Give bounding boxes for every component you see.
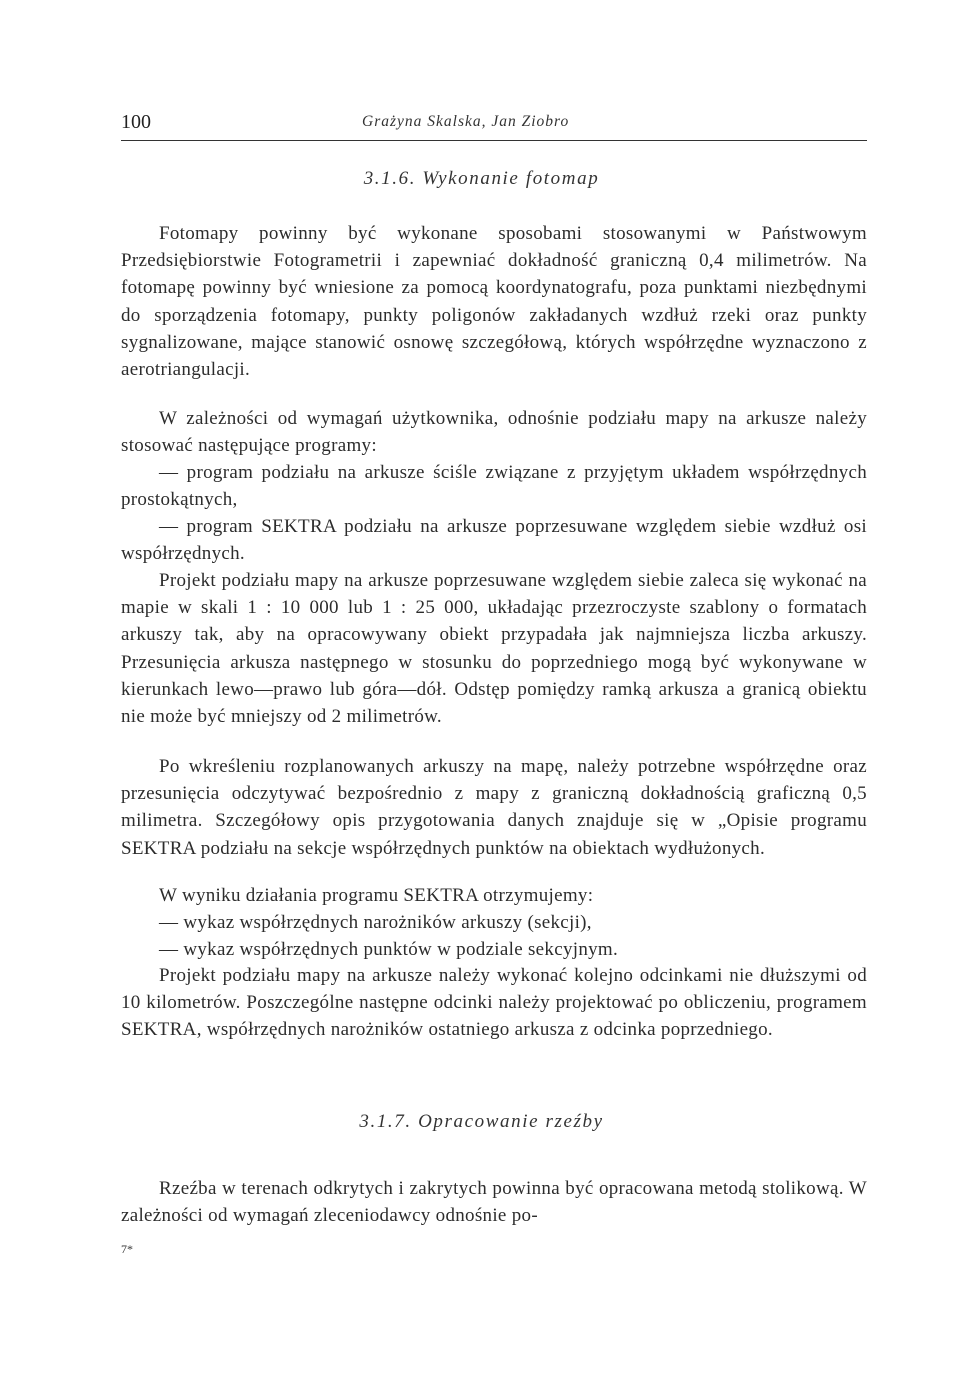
list-item-program-1: — program podziału na arkusze ściśle związane z przyjętym układem współrzędnych prostokątnych, xyxy=(121,462,867,511)
section-heading-3-1-6: 3.1.6. Wykonanie fotomap xyxy=(363,168,600,189)
paragraph-zaleznosci: W zależności od wymagań użytkownika, odnośnie podziału mapy na arkusze należy stosować następujące programy: xyxy=(121,408,867,457)
list-item-wykaz-narożników: — wykaz współrzędnych narożników arkuszy (sekcji), xyxy=(159,912,592,933)
paragraph-po-wkresleniu: Po wkreśleniu rozplanowanych arkuszy na mapę, należy potrzebne współrzędne oraz przesunięcia odczytywać bezpośrednio z mapy z graniczną dokładnością graficzną 0,5 milimetra. Szczegółowy opis przygotowania danych znajduje się w „Opisie programu SEKTRA podziału na sekcje współrzędnych punktów na obiektach wydłużonych. xyxy=(121,756,867,859)
list-item-wykaz-punktow: — wykaz współrzędnych punktów w podziale sekcyjnym. xyxy=(159,939,619,960)
list-item-program-sektra: — program SEKTRA podziału na arkusze poprzesuwane względem siebie wzdłuż osi współrzędnych. xyxy=(121,516,867,565)
paragraph-projekt-podzialu: Projekt podziału mapy na arkusze poprzesuwane względem siebie zaleca się wykonać na mapie w skali 1 : 10 000 lub 1 : 25 000, układając przezroczyste szablony o formatach arkuszy tak, aby na opracowywany obiekt przypadała jak najmniejsza liczba arkuszy. Przesunięcia arkusza następnego w stosunku do poprzedniego mogą być wykonywane w kierunkach lewo—prawo lub góra—dół. Odstęp pomiędzy ramką arkusza a granicą obiektu nie może być mniejszy od 2 milimetrów. xyxy=(121,570,867,728)
page-header xyxy=(121,111,867,141)
paragraph-fotomapy: Fotomapy powinny być wykonane sposobami stosowanymi w Państwowym Przedsiębiorstwie Fotogrametrii i zapewniać dokładność graniczną 0,4 milimetrów. Na fotomapę powinny być wniesione za pomocą koordynatografu, poza punktami niezbędnymi do sporządzenia fotomapy, punkty poligonów zakładanych wzdłuż rzeki oraz punkty sygnalizowane, mające stanowić osnowę szczegółową, których współrzędne wyznaczono z aerotriangulacji. xyxy=(121,223,867,381)
signature-mark: 7* xyxy=(121,1242,133,1256)
running-head: Grażyna Skalska, Jan Ziobro xyxy=(362,113,570,130)
section-heading-3-1-7: 3.1.7. Opracowanie rzeźby xyxy=(359,1111,604,1132)
paragraph-w-wyniku: W wyniku działania programu SEKTRA otrzymujemy: xyxy=(159,885,594,906)
header-rule xyxy=(121,140,867,141)
paragraph-rzezba: Rzeźba w terenach odkrytych i zakrytych powinna być opracowana metodą stolikową. W zależności od wymagań zleceniodawcy odnośnie po- xyxy=(121,1178,867,1227)
paragraph-projekt-odcinkami: Projekt podziału mapy na arkusze należy wykonać kolejno odcinkami nie dłuższymi od 10 kilometrów. Poszczególne następne odcinki należy projektować po obliczeniu, programem SEKTRA, współrzędnych narożników ostatniego arkusza z odcinka poprzedniego. xyxy=(121,965,867,1041)
page-number: 100 xyxy=(121,111,151,133)
